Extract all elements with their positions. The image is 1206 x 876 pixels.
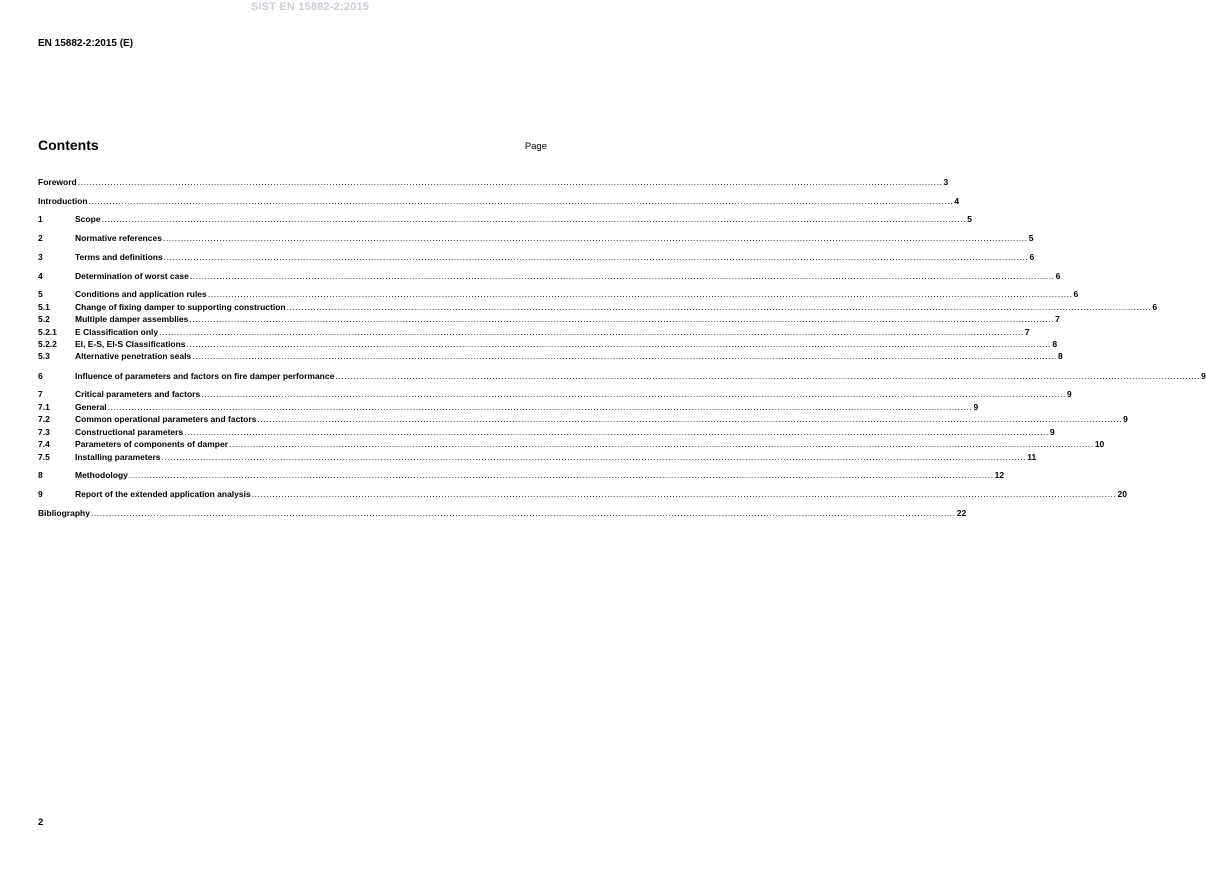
leader-dots [252, 488, 1117, 500]
leader-dots [208, 288, 1073, 300]
leader-dots [164, 251, 1029, 263]
toc-entry-6[interactable] [38, 370, 1206, 382]
toc-entry-5-2[interactable] [38, 313, 1060, 325]
toc-entry-page: 5 [967, 214, 973, 224]
toc-entry-number: 5.1 [38, 302, 50, 312]
toc-entry-7-3[interactable] [38, 426, 1055, 438]
toc-entry-title: Normative references [75, 233, 162, 243]
toc-entry-page: 6 [1152, 302, 1158, 312]
toc-entry-title: Critical parameters and factors [75, 389, 201, 399]
toc-entry-title: Determination of worst case [75, 271, 189, 281]
leader-dots [229, 438, 1094, 450]
toc-entry-number: 1 [38, 214, 43, 224]
toc-entry-number: 7.2 [38, 414, 50, 424]
toc-entry-page: 7 [1055, 314, 1060, 324]
toc-entry-number: 5.2.1 [38, 327, 57, 337]
toc-entry-page: 9 [1201, 371, 1206, 381]
toc-entry-number: 7.3 [38, 427, 50, 437]
toc-entry-page: 8 [1052, 339, 1058, 349]
page-column-label: Page [524, 141, 547, 152]
toc-entry-4[interactable] [38, 270, 1061, 282]
toc-entry-number: 8 [38, 470, 43, 480]
leader-dots [189, 313, 1054, 325]
toc-entry-introduction[interactable] [38, 195, 960, 207]
toc-entry-title: Constructional parameters [75, 427, 184, 437]
toc-entry-page: 22 [956, 508, 967, 518]
leader-dots [335, 370, 1200, 382]
toc-entry-title: Report of the extended application analysis [75, 489, 251, 499]
toc-entry-9[interactable] [38, 488, 1127, 500]
toc-entry-number: 7 [38, 389, 43, 399]
toc-entry-page: 6 [1073, 289, 1079, 299]
toc-entry-number: 6 [38, 371, 43, 381]
toc-entry-page: 20 [1117, 489, 1127, 499]
toc-entry-number: 5 [38, 289, 43, 299]
toc-entry-number: 5.2.2 [38, 339, 57, 349]
leader-dots [184, 426, 1049, 438]
toc-entry-title: E Classification only [75, 327, 159, 337]
toc-entry-5-2-2[interactable] [38, 338, 1058, 350]
toc-entry-page: 9 [1123, 414, 1128, 424]
toc-entry-number: 2 [38, 233, 43, 243]
document-id: EN 15882-2:2015 (E) [38, 38, 134, 49]
leader-dots [187, 338, 1052, 350]
toc-entry-number: 5.3 [38, 351, 50, 361]
toc-entry-title: Scope [75, 214, 101, 224]
toc-entry-page: 4 [954, 196, 960, 206]
toc-entry-title: Multiple damper assemblies [75, 314, 189, 324]
toc-entry-7-5[interactable] [38, 451, 1037, 463]
toc-entry-7-1[interactable] [38, 401, 979, 413]
watermark: SIST EN 15882-2:2015 [250, 1, 370, 13]
toc-entry-1[interactable] [38, 213, 973, 225]
leader-dots [129, 469, 994, 481]
toc-entry-page: 9 [973, 402, 979, 412]
toc-entry-title: Influence of parameters and factors on fire damper performance [75, 371, 335, 381]
leader-dots [159, 326, 1024, 338]
toc-entry-7-4[interactable] [38, 438, 1105, 450]
leader-dots [190, 270, 1055, 282]
leader-dots [163, 232, 1028, 244]
toc-entry-bibliography[interactable] [38, 507, 967, 519]
leader-dots [108, 401, 973, 413]
toc-entry-title: Change of fixing damper to supporting construction [75, 302, 286, 312]
toc-entry-title: Alternative penetration seals [75, 351, 192, 361]
toc-entry-title: Methodology [75, 470, 128, 480]
toc-entry-page: 12 [994, 470, 1005, 480]
toc-entry-title: Introduction [38, 196, 88, 206]
leader-dots [287, 301, 1152, 313]
toc-entry-7-2[interactable] [38, 413, 1128, 425]
leader-dots [257, 413, 1122, 425]
toc-entry-title: Installing parameters [75, 452, 161, 462]
toc-entry-page: 8 [1058, 351, 1063, 361]
leader-dots [162, 451, 1027, 463]
leader-dots [102, 213, 967, 225]
toc-entry-number: 9 [38, 489, 43, 499]
toc-entry-page: 11 [1027, 452, 1037, 462]
toc-entry-title: General [75, 402, 107, 412]
toc-entry-foreword[interactable] [38, 176, 949, 188]
toc-entry-title: EI, E-S, EI-S Classifications [75, 339, 186, 349]
toc-entry-page: 6 [1055, 271, 1061, 281]
toc-entry-5-3[interactable] [38, 350, 1063, 362]
toc-entry-page: 7 [1024, 327, 1030, 337]
toc-entry-number: 7.5 [38, 452, 50, 462]
toc-entry-page: 6 [1029, 252, 1035, 262]
toc-entry-title: Terms and definitions [75, 252, 163, 262]
toc-entry-page: 10 [1094, 439, 1105, 449]
toc-entry-8[interactable] [38, 469, 1005, 481]
toc-entry-number: 3 [38, 252, 43, 262]
toc-entry-5-1[interactable] [38, 301, 1158, 313]
contents-heading: Contents [38, 137, 99, 153]
toc-entry-5[interactable] [38, 288, 1079, 300]
toc-entry-page: 3 [943, 177, 949, 187]
leader-dots [192, 350, 1057, 362]
toc-entry-title: Conditions and application rules [75, 289, 207, 299]
leader-dots [78, 176, 943, 188]
toc-entry-number: 7.4 [38, 439, 50, 449]
toc-entry-title: Common operational parameters and factors [75, 414, 257, 424]
toc-entry-3[interactable] [38, 251, 1035, 263]
toc-entry-page: 9 [1049, 427, 1055, 437]
toc-entry-number: 7.1 [38, 402, 50, 412]
toc-entry-number: 4 [38, 271, 43, 281]
toc-entry-page: 5 [1028, 233, 1034, 243]
toc-entry-2[interactable] [38, 232, 1034, 244]
toc-entry-page: 9 [1066, 389, 1072, 399]
leader-dots [201, 388, 1066, 400]
toc-entry-5-2-1[interactable] [38, 326, 1030, 338]
toc-entry-7[interactable] [38, 388, 1072, 400]
toc-entry-title: Bibliography [38, 508, 90, 518]
toc-entry-number: 5.2 [38, 314, 50, 324]
leader-dots [91, 507, 956, 519]
toc-entry-title: Foreword [38, 177, 77, 187]
leader-dots [89, 195, 954, 207]
toc-entry-title: Parameters of components of damper [75, 439, 229, 449]
page-number: 2 [38, 817, 44, 828]
